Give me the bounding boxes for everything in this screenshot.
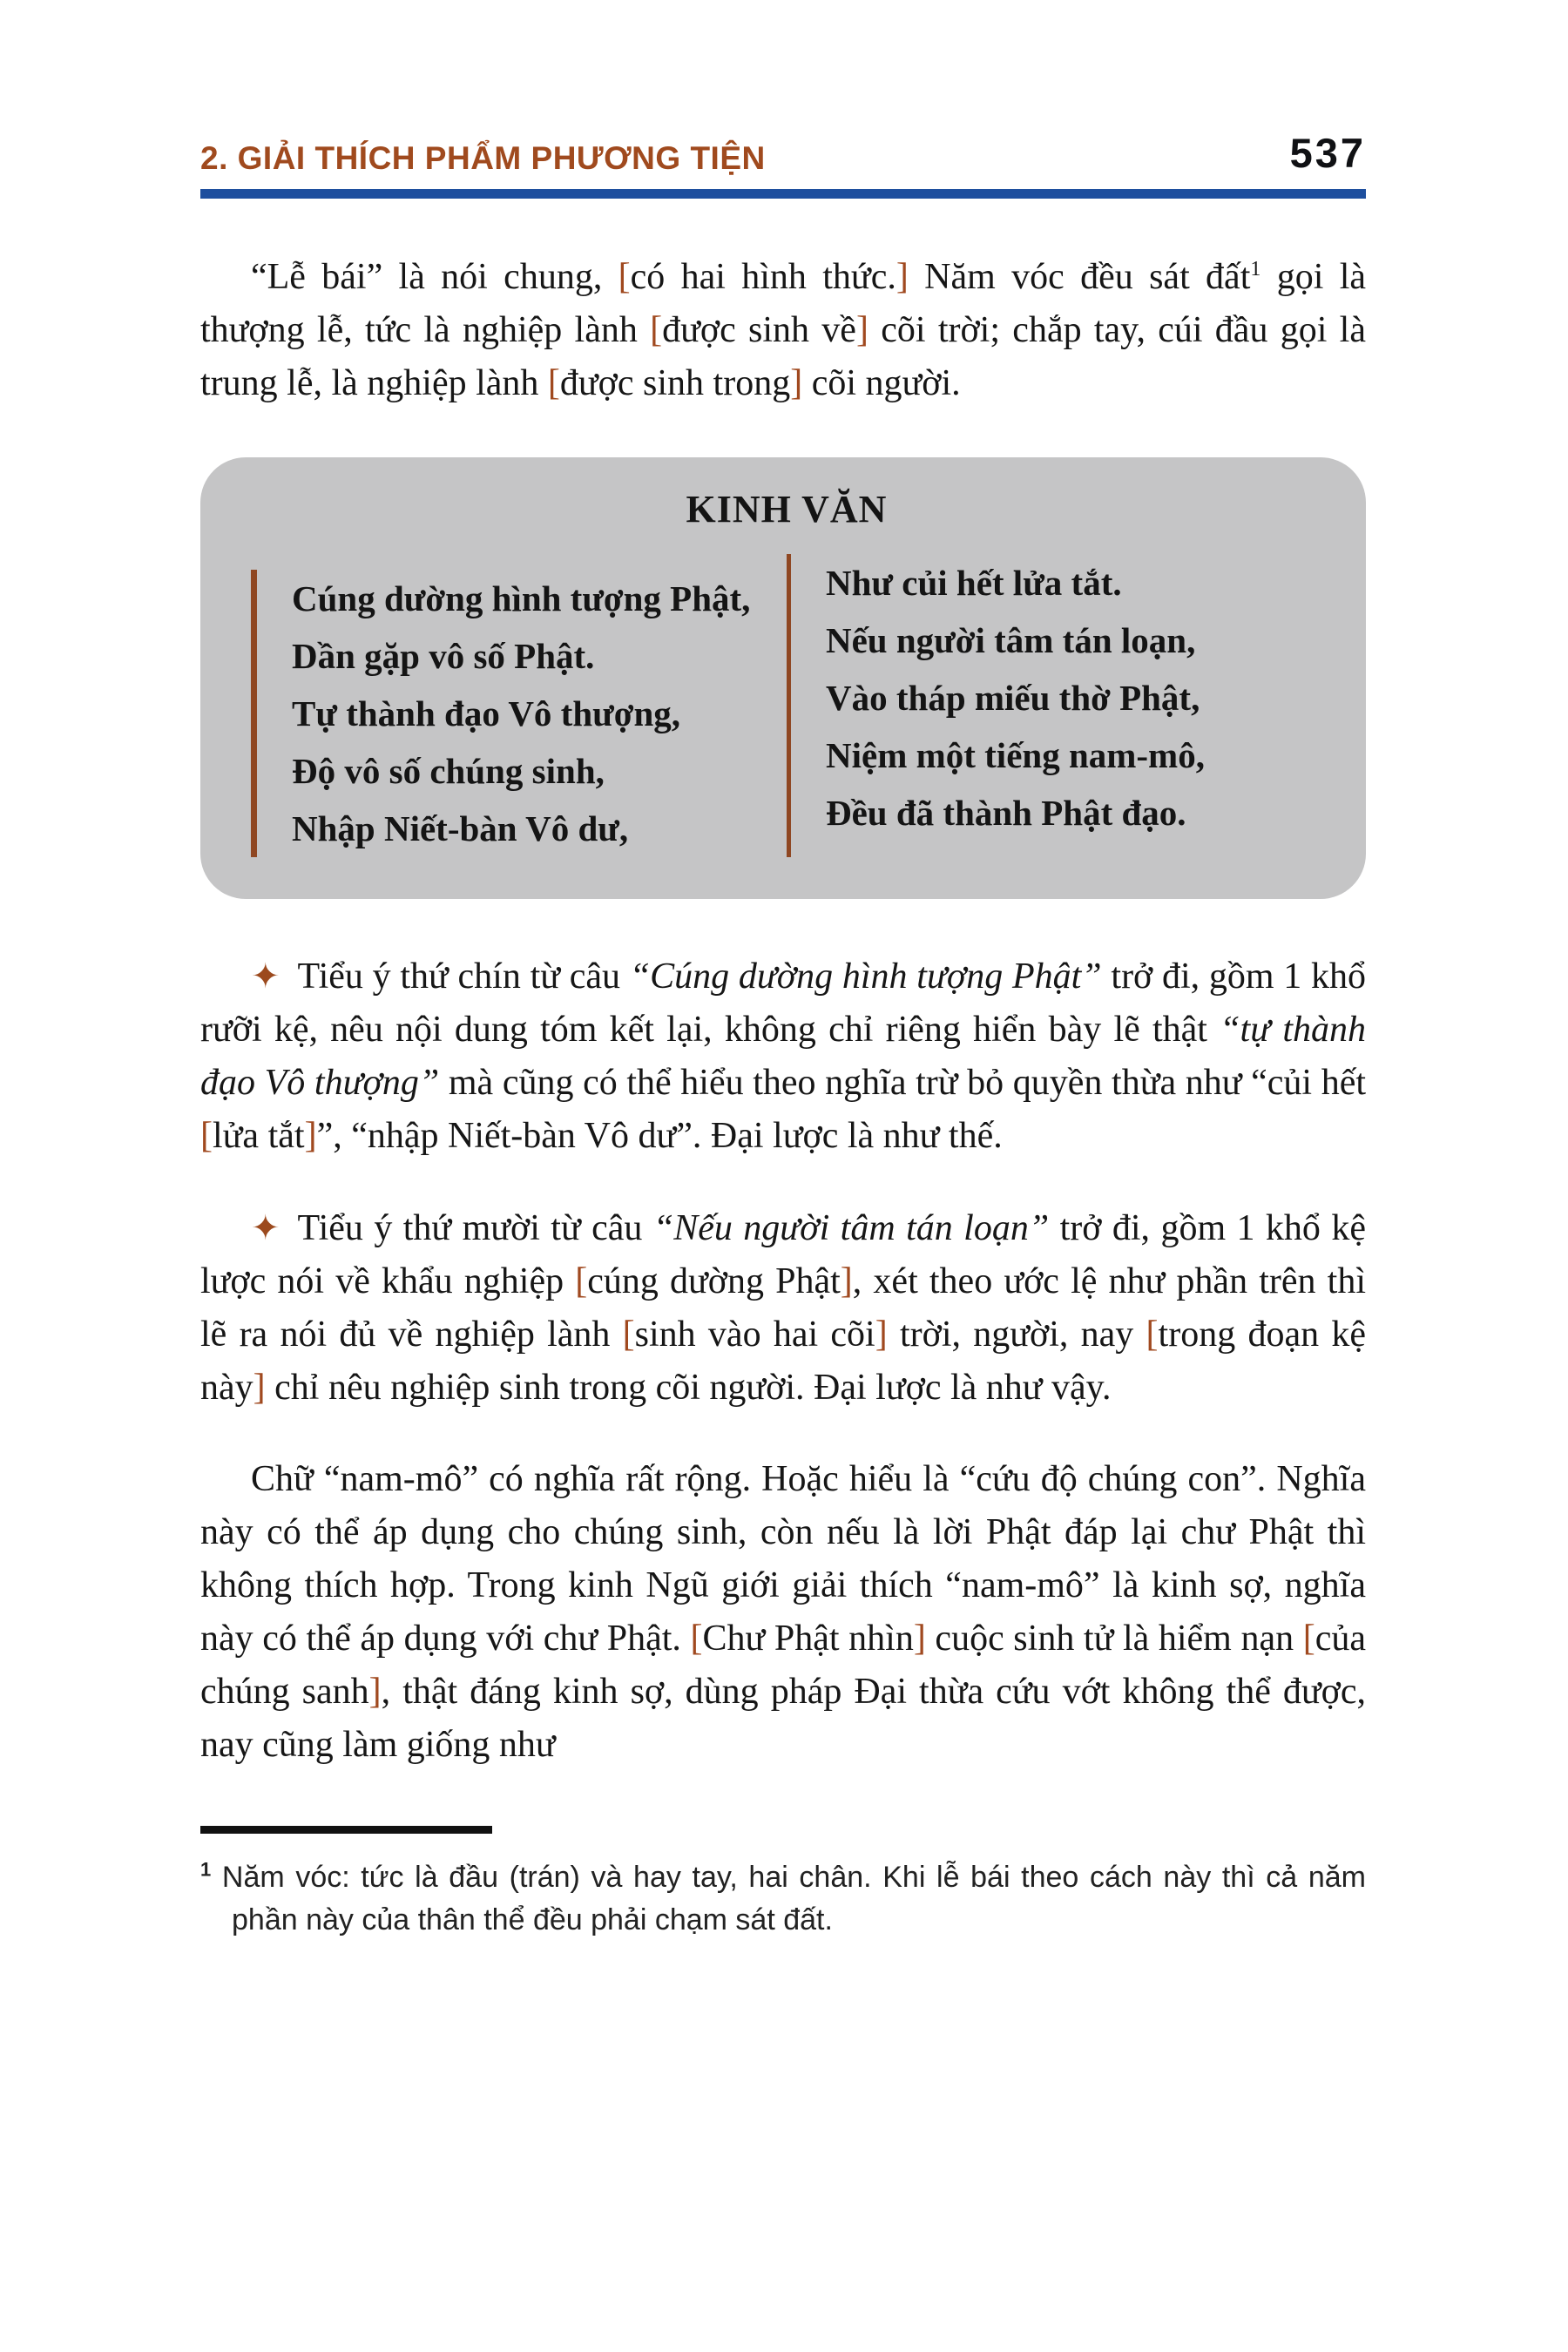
paragraph-tieu-y-chin: ✦ Tiểu ý thứ chín từ câu “Cúng dường hình tượng Phật” trở đi, gồm 1 khổ rưỡi kệ, nêu nội dung tóm kết lại, không chỉ riêng hiển bày lẽ thật “tự thành đạo Vô thượng” mà cũng có thể hiểu theo nghĩa trừ bỏ quyền thừa như “củi hết [lửa tắt]”, “nhập Niết-bàn Vô dư”. Đại lược là như thế. — [200, 956, 1366, 1156]
verse-column-right — [787, 554, 1322, 857]
page-number: 537 — [1289, 130, 1366, 176]
running-header — [200, 129, 1366, 177]
verse-bar-icon — [787, 554, 791, 857]
section-title: 2. GIẢI THÍCH PHẨM PHƯƠNG TIỆN — [200, 140, 766, 176]
kinh-van-box — [200, 457, 1366, 899]
verse-lines-left: Cúng dường hình tượng Phật, Dần gặp vô số Phật. Tự thành đạo Vô thượng, Độ vô số chúng sinh, Nhập Niết-bàn Vô dư, — [292, 578, 751, 848]
kinh-van-title: KINH VĂN — [686, 488, 888, 531]
verse-columns — [251, 563, 1322, 857]
paragraph-le-bai: “Lễ bái” là nói chung, [có hai hình thức.] Năm vóc đều sát đất$^1$ gọi là thượng lễ, tức là nghiệp lành [được sinh về] cõi trời; chắp tay, cúi đầu gọi là trung lễ, là nghiệp lành [được sinh trong] cõi người. — [200, 257, 1367, 403]
footnote-block — [200, 1826, 1366, 1942]
paragraph-nam-mo: Chữ “nam-mô” có nghĩa rất rộng. Hoặc hiểu là “cứu độ chúng con”. Nghĩa này có thể áp dụng cho chúng sinh, còn nếu là lời Phật đáp lại chư Phật thì không thích hợp. Trong kinh Ngũ giới giải thích “nam-mô” là kinh sợ, nghĩa này có thể áp dụng với chư Phật. [Chư Phật nhìn] cuộc sinh tử là hiểm nạn [của chúng sanh], thật đáng kinh sợ, dùng pháp Đại thừa cứu vớt không thể được, nay cũng làm giống như — [200, 1459, 1366, 1765]
verse-bar-icon — [251, 570, 257, 857]
footnote-rule — [200, 1826, 492, 1834]
verse-column-left — [251, 570, 787, 857]
verse-lines-right: Như củi hết lửa tắt. Nếu người tâm tán loạn, Vào tháp miếu thờ Phật, Niệm một tiếng nam-mô, Đều đã thành Phật đạo. — [826, 563, 1205, 833]
paragraph-tieu-y-muoi: ✦ Tiểu ý thứ mười từ câu “Nếu người tâm tán loạn” trở đi, gồm 1 khổ kệ lược nói về khẩu nghiệp [cúng dường Phật], xét theo ước lệ như phần trên thì lẽ ra nói đủ về nghiệp lành [sinh vào hai cõi] trời, người, nay [trong đoạn kệ này] chỉ nêu nghiệp sinh trong cõi người. Đại lược là như vậy. — [200, 1208, 1366, 1408]
header-rule — [200, 189, 1366, 199]
footnote-text: $^1$ Năm vóc: tức là đầu (trán) và hay tay, hai chân. Khi lễ bái theo cách này thì cả năm phần này của thân thể đều phải chạm sát đất. — [200, 1858, 1366, 1936]
